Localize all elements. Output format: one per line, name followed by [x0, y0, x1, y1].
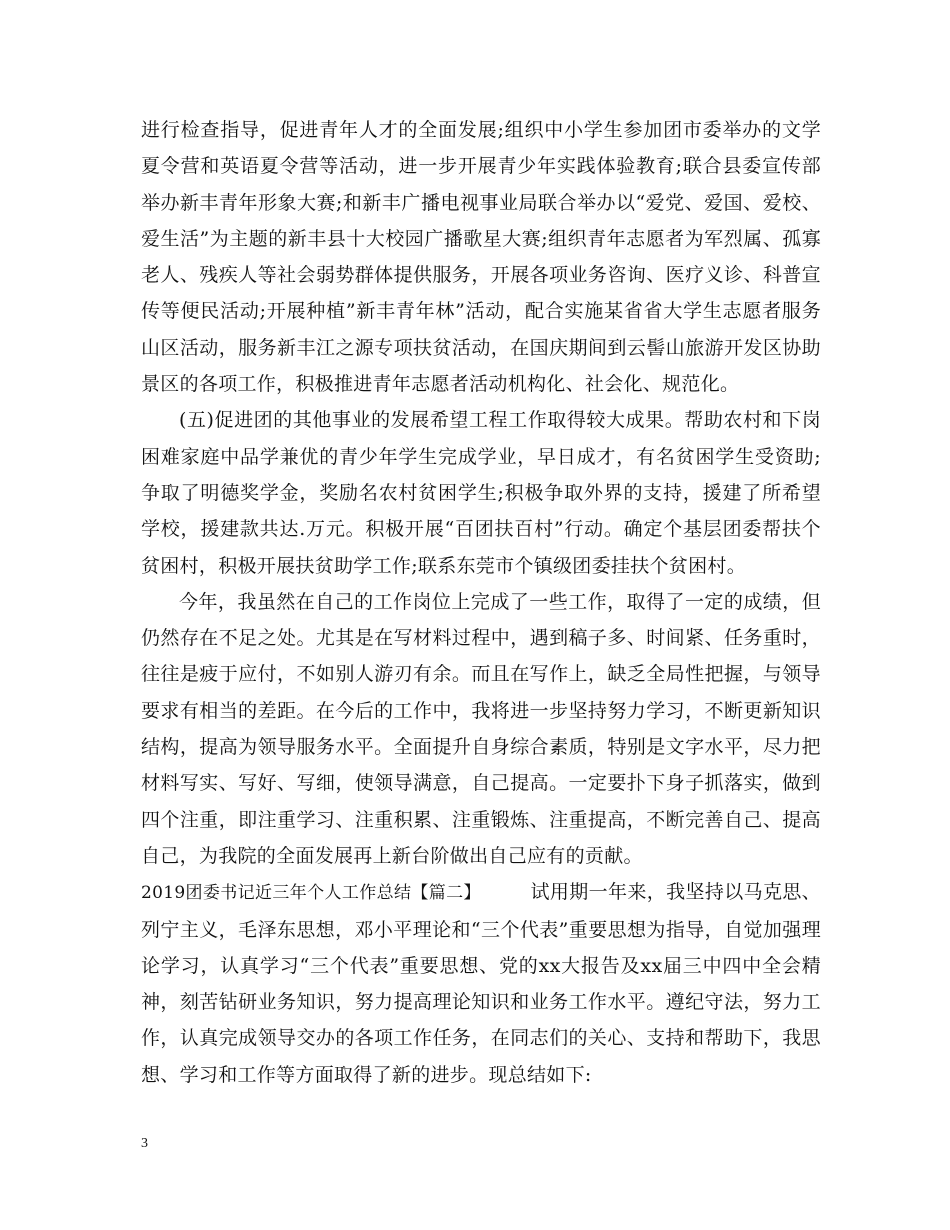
paragraph-shortcomings: 今年，我虽然在自己的工作岗位上完成了一些工作，取得了一定的成绩，但仍然存在不足之处。尤其是在写材料过程中，遇到稿子多、时间紧、任务重时，往往是疲于应付，不如别人游刃有余。而且在写作上，缺乏全局性把握，与领导要求有相当的差距。在今后的工作中，我将进一步坚持努力学习，不断更新知识结构，提高为领导服务水平。全面提升自身综合素质，特别是文字水平，尽力把材料写实、写好、写细，使领导满意，自己提高。一定要扑下身子抓落实，做到四个注重，即注重学习、注重积累、注重锻炼、注重提高，不断完善自己、提高自己，为我院的全面发展再上新台阶做出自己应有的贡献。	[141, 590, 821, 867]
document-body	[141, 112, 821, 1093]
paragraph-part-two	[141, 874, 821, 1093]
paragraph-part-two-text: 试用期一年来，我坚持以马克思、列宁主义，毛泽东思想，邓小平理论和“三个代表”重要思想为指导，自觉加强理论学习，认真学习“三个代表”重要思想、党的xx大报告及xx届三中四中全会精神，刻苦钻研业务知识，努力提高理论知识和业务工作水平。遵纪守法，努力工作，认真完成领导交办的各项工作任务，在同志们的关心、支持和帮助下，我思想、学习和工作等方面取得了新的进步。现总结如下:	[141, 881, 821, 1086]
paragraph-other-undertakings: (五)促进团的其他事业的发展希望工程工作取得较大成果。帮助农村和下岗困难家庭中品学兼优的青少年学生完成学业，早日成才，有名贫困学生受资助;争取了明德奖学金，奖励名农村贫困学生;积极争取外界的支持，援建了所希望学校，援建款共达.万元。积极开展“百团扶百村”行动。确定个基层团委帮扶个贫困村，积极开展扶贫助学工作;联系东莞市个镇级团委挂扶个贫困村。	[141, 409, 821, 577]
page-number: 3	[141, 1136, 148, 1151]
heading-gap	[472, 881, 530, 903]
paragraph-volunteer-activities: 进行检查指导，促进青年人才的全面发展;组织中小学生参加团市委举办的文学夏令营和英语夏令营等活动，进一步开展青少年实践体验教育;联合县委宣传部举办新丰青年形象大赛;和新丰广播电视事业局联合举办以“爱党、爱国、爱校、爱生活”为主题的新丰县十大校园广播歌星大赛;组织青年志愿者为军烈属、孤寡老人、残疾人等社会弱势群体提供服务，开展各项业务咨询、医疗义诊、科普宣传等便民活动;开展种植”新丰青年林”活动，配合实施某省省大学生志愿者服务山区活动，服务新丰江之源专项扶贫活动，在国庆期间到云髻山旅游开发区协助景区的各项工作，积极推进青年志愿者活动机构化、社会化、规范化。	[141, 119, 821, 396]
section-heading-part-two: 2019团委书记近三年个人工作总结【篇二】	[141, 883, 473, 904]
